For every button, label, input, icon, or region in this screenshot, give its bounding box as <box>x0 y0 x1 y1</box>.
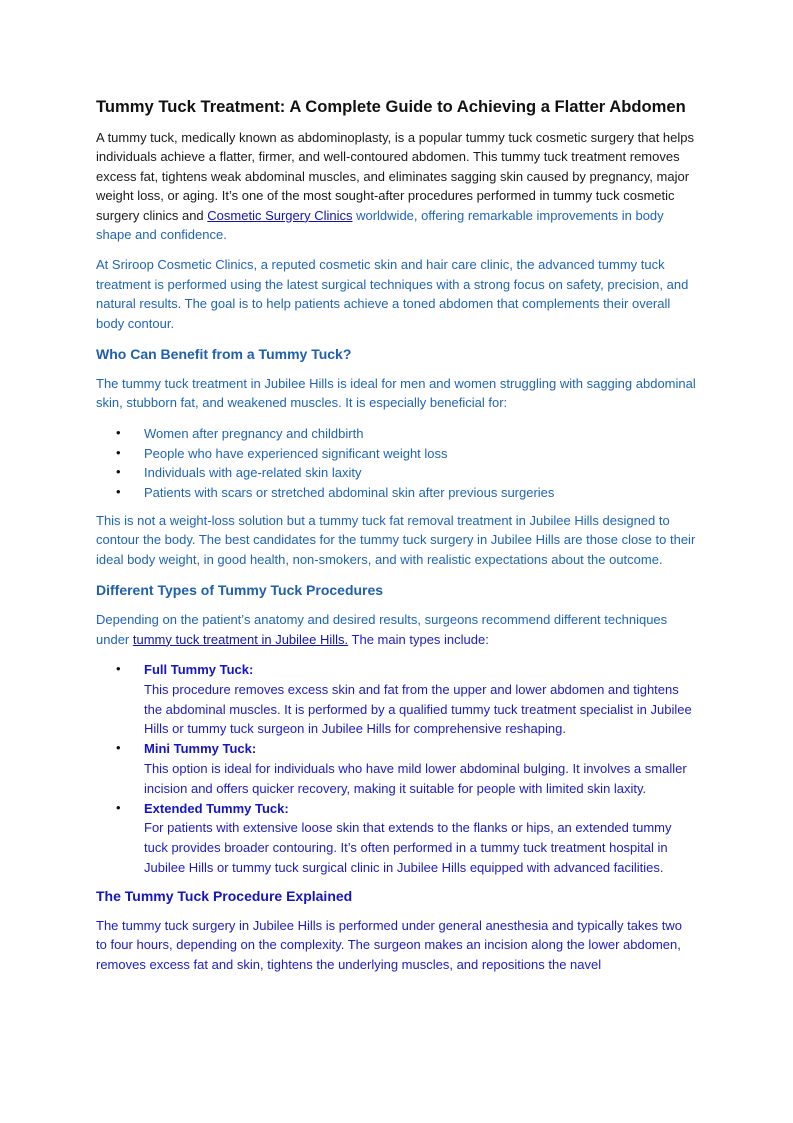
benefit-outro: This is not a weight-loss solution but a tummy tuck fat removal treatment in Jubilee Hills designed to contour the body. The best candidates for the tummy tuck surgery in Jubilee Hills are those close to their ideal body weight, in good health, non-smokers, and with realistic expectations about the outcome. <box>96 513 696 567</box>
document-page <box>96 96 696 985</box>
tummy-tuck-jubilee-hills-link[interactable]: tummy tuck treatment in Jubilee Hills. <box>132 631 349 647</box>
list-item <box>96 660 696 739</box>
type-name: Full Tummy Tuck: <box>144 662 254 678</box>
type-name: Mini Tummy Tuck: <box>144 741 257 757</box>
benefit-list <box>96 424 696 503</box>
type-desc: This option is ideal for individuals who have mild lower abdominal bulging. It involves a smaller incision and offers quicker recovery, making it suitable for people with limited skin laxity. <box>144 761 687 796</box>
type-desc: This procedure removes excess skin and fat from the upper and lower abdomen and tightens the abdominal muscles. It is performed by a qualified tummy tuck treatment specialist in Jubilee Hills or tummy tuck surgeon in Jubilee Hills for comprehensive reshaping. <box>144 681 692 737</box>
list-item: • Women after pregnancy and childbirth <box>116 424 364 441</box>
list-item: • Patients with scars or stretched abdominal skin after previous surgeries <box>116 484 555 501</box>
bullet-icon: • <box>116 464 121 480</box>
intro-paragraph <box>96 128 696 244</box>
bullet-icon: • <box>116 799 121 815</box>
procedure-heading: The Tummy Tuck Procedure Explained <box>96 887 353 904</box>
cosmetic-surgery-clinics-link[interactable]: Cosmetic Surgery Clinics <box>207 207 353 223</box>
intro-text-b: worldwide, offering remarkable improvements in body shape and confidence. <box>96 207 664 243</box>
list-item: • People who have experienced significant weight loss <box>116 444 448 461</box>
bullet-icon: • <box>116 661 121 677</box>
list-item <box>96 739 696 798</box>
types-heading: Different Types of Tummy Tuck Procedures <box>96 582 384 599</box>
types-list <box>96 660 696 878</box>
benefit-intro: The tummy tuck treatment in Jubilee Hills is ideal for men and women struggling with sagging abdominal skin, stubborn fat, and weakened muscles. It is especially beneficial for: <box>96 376 696 411</box>
bullet-icon: • <box>116 424 121 440</box>
benefit-heading: Who Can Benefit from a Tummy Tuck? <box>96 346 352 363</box>
page-title: Tummy Tuck Treatment: A Complete Guide to Achieving a Flatter Abdomen <box>96 97 686 116</box>
procedure-paragraph: The tummy tuck surgery in Jubilee Hills is performed under general anesthesia and typically takes two to four hours, depending on the complexity. The surgeon makes an incision along the lower abdomen, removes excess fat and skin, tightens the underlying muscles, and repositions the navel <box>96 917 682 972</box>
bullet-icon: • <box>116 740 121 756</box>
types-intro: Depending on the patient’s anatomy and desired results, surgeons recommend different techniques under tummy tuck treatment in Jubilee Hills. The main types include: <box>96 612 668 647</box>
list-item: • Individuals with age-related skin laxity <box>116 464 362 481</box>
sriroop-paragraph: At Sriroop Cosmetic Clinics, a reputed cosmetic skin and hair care clinic, the advanced tummy tuck treatment is performed using the latest surgical techniques with a strong focus on safety, precision, and natural results. The goal is to help patients achieve a toned abdomen that complements their overall body contour. <box>96 257 689 331</box>
bullet-icon: • <box>116 484 121 500</box>
type-name: Extended Tummy Tuck: <box>144 800 289 816</box>
type-desc: For patients with extensive loose skin that extends to the flanks or hips, an extended tummy tuck provides broader contouring. It’s often performed in a tummy tuck treatment hospital in Jubilee Hills or tummy tuck surgical clinic in Jubilee Hills equipped with advanced facilities. <box>144 820 672 876</box>
list-item <box>96 799 696 878</box>
intro-text-a: A tummy tuck, medically known as abdominoplasty, is a popular tummy tuck cosmetic surgery that helps individuals achieve a flatter, firmer, and well-contoured abdomen. This tummy tuck treatment removes excess fat, tightens weak abdominal muscles, and eliminates sagging skin caused by pregnancy, major weight loss, or aging. It’s one of the most sought-after procedures performed in tummy tuck cosmetic surgery clinics and <box>96 130 695 223</box>
bullet-icon: • <box>116 444 121 460</box>
